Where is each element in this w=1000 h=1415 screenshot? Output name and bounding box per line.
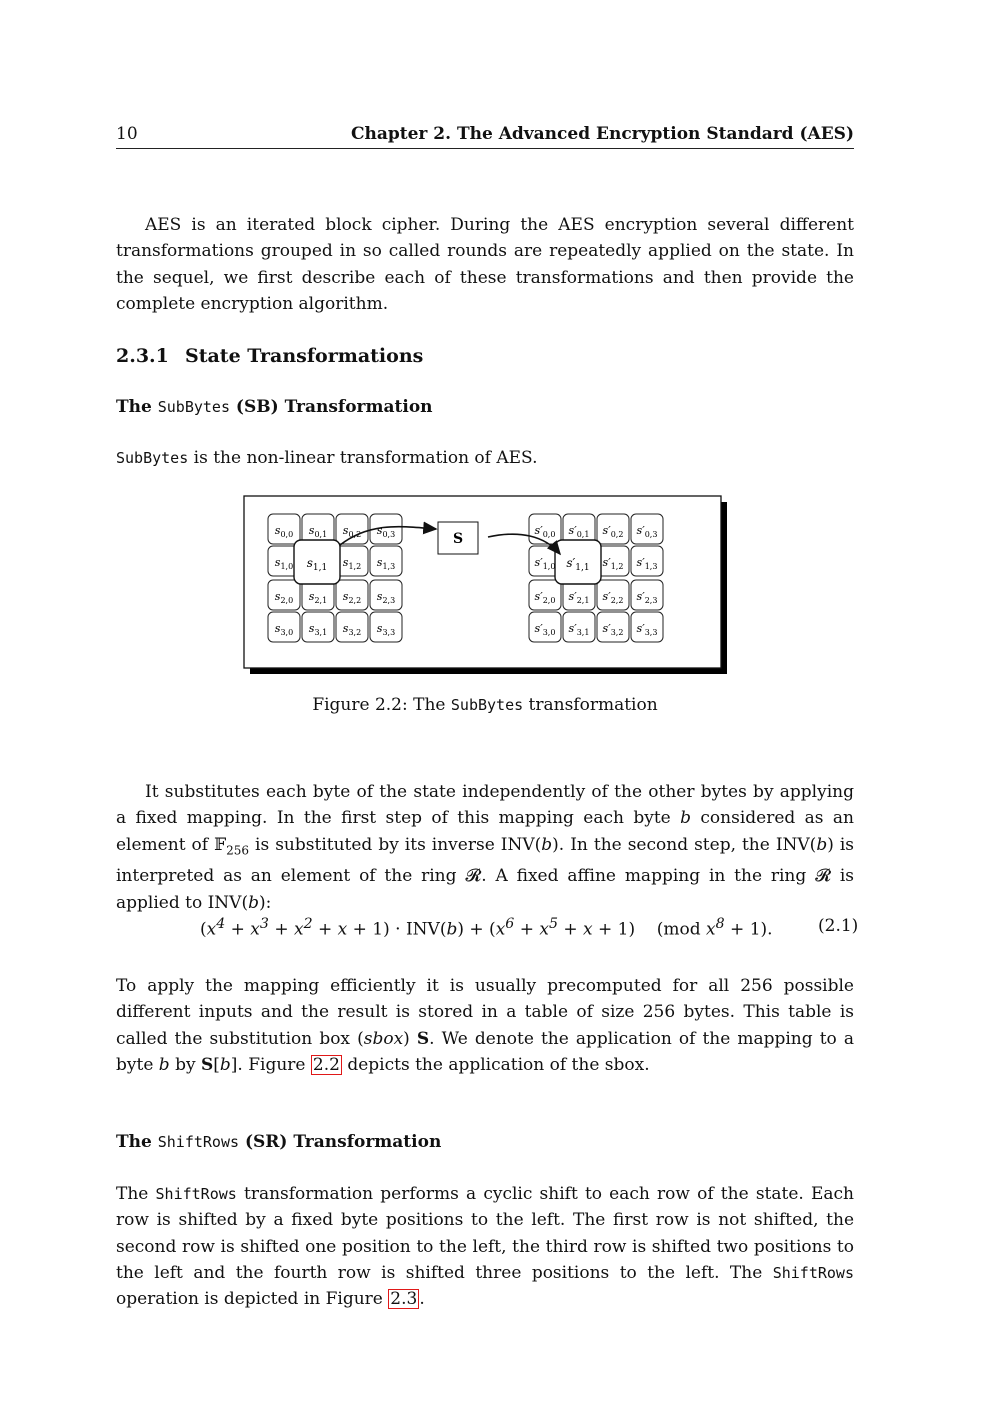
- state-cell-label: $s_{0,0}$: [274, 524, 294, 539]
- state-cell-label: $s'_{0,3}$: [636, 524, 658, 539]
- state-cell-label: $s_{3,1}$: [308, 622, 328, 637]
- intro-paragraph: AES is an iterated block cipher. During the AES encryption several different transformations grouped in so called rounds are repeatedly applied on the state. In the sequel, we first describe each of these transformations and then provide the complete encryption algorithm.: [116, 215, 854, 314]
- header-rule: [116, 148, 854, 149]
- state-cell: [268, 580, 300, 610]
- shiftrows-heading: [116, 1132, 441, 1152]
- state-cell-label: $s'_{1,2}$: [602, 556, 624, 571]
- subbytes-figure: [240, 492, 730, 678]
- state-cell-label: $s'_{1,3}$: [636, 556, 658, 571]
- state-cell-label: $s_{1,3}$: [376, 556, 396, 571]
- inline-code: SubBytes: [116, 449, 189, 467]
- state-cell-label: $s_{0,3}$: [376, 524, 396, 539]
- figure-caption: [0, 695, 970, 715]
- state-cell-label: $s'_{1,1}$: [566, 556, 590, 573]
- state-cell-label: $s_{2,2}$: [342, 590, 362, 605]
- state-cell: [336, 580, 368, 610]
- heading-word: Transformation: [293, 1132, 442, 1152]
- state-cell-label: $s'_{0,1}$: [568, 524, 590, 539]
- state-cell-label: $s_{0,2}$: [342, 524, 362, 539]
- subbytes-paragraph-2: It substitutes each byte of the state independently of the other bytes by applying a fixed mapping. In the first step of this mapping each byte b considered as an element of 𝔽$_{256}$ is substituted by its inverse INV(b). In the second step, the INV(b) is interpreted as an element of the ring 𝓡. A fixed affine mapping in the ring 𝓡 is applied to INV(b):: [116, 782, 855, 913]
- state-cell-label: $s_{3,0}$: [274, 622, 294, 637]
- state-cell: [336, 546, 368, 576]
- state-cell: [370, 580, 402, 610]
- state-cell-label: $s_{3,2}$: [342, 622, 362, 637]
- caption-code: SubBytes: [450, 696, 524, 714]
- state-cell-label: $s_{1,1}$: [306, 556, 328, 573]
- state-cell: [268, 612, 300, 642]
- state-cell-label: $s_{1,2}$: [342, 556, 362, 571]
- state-cell: [302, 612, 334, 642]
- state-cell: [268, 514, 300, 544]
- heading-word: Transformation: [284, 397, 433, 417]
- subbytes-heading: [116, 397, 433, 417]
- state-cell-label: $s'_{3,1}$: [568, 622, 590, 637]
- figure-link-2-2[interactable]: 2.2: [312, 1054, 340, 1075]
- section-heading: [116, 345, 423, 367]
- running-header: Chapter 2. The Advanced Encryption Standard (AES): [350, 124, 854, 144]
- heading-abbr: (SR): [244, 1132, 288, 1152]
- sbox-label: S: [452, 531, 464, 547]
- state-cell-label: $s'_{3,3}$: [636, 622, 658, 637]
- heading-code: ShiftRows: [157, 1133, 240, 1151]
- heading-abbr: (SB): [235, 397, 279, 417]
- equation-number: (2.1): [818, 916, 859, 936]
- section-title: State Transformations: [185, 345, 424, 367]
- state-cell-label: $s_{0,1}$: [308, 524, 328, 539]
- equation-2-1: $(x^4 + x^3 + x^2 + x + 1) \cdot INV(b) + (x^6 + x^5 + x + 1)$ (mod $x^8 + 1$).: [200, 916, 773, 940]
- heading-word: The: [116, 397, 152, 417]
- state-cell-label: $s'_{0,2}$: [602, 524, 624, 539]
- heading-code: SubBytes: [157, 398, 230, 416]
- figure-link-2-3[interactable]: 2.3: [390, 1289, 418, 1310]
- state-cell: [336, 612, 368, 642]
- caption-text: Figure 2.2: The: [312, 695, 451, 715]
- state-cell-label: $s'_{2,3}$: [636, 590, 658, 605]
- subbytes-paragraph-3: To apply the mapping efficiently it is usually precomputed for all 256 possible different inputs and the result is stored in a table of size 256 bytes. This table is called the substitution box (sbox) S. We denote the application of the mapping to a byte b by S[b]. Figure 2.2 depicts the application of the sbox.: [116, 976, 854, 1075]
- state-cell-label: $s'_{3,2}$: [602, 622, 624, 637]
- state-cell-label: $s_{2,1}$: [308, 590, 328, 605]
- highlighted-state-cell: [555, 540, 601, 584]
- state-cell-label: $s'_{0,0}$: [534, 524, 556, 539]
- state-cell-label: $s'_{3,0}$: [534, 622, 556, 637]
- state-cell: [370, 612, 402, 642]
- subbytes-lead: [116, 445, 854, 471]
- state-cell: [370, 546, 402, 576]
- shiftrows-paragraph: The ShiftRows transformation performs a cyclic shift to each row of the state. Each row is shifted by a fixed byte positions to the left. The first row is not shifted, the second row is shifted one position to the left, the third row is shifted two positions to the left and the fourth row is shifted three positions to the left. The ShiftRows operation is depicted in Figure 2.3 .: [116, 1184, 854, 1310]
- highlighted-state-cell: [294, 540, 340, 584]
- section-number: 2.3.1: [116, 345, 169, 367]
- page-number: 10: [116, 124, 138, 144]
- state-cell-label: $s'_{2,2}$: [602, 590, 624, 605]
- state-cell-label: $s_{2,0}$: [274, 590, 294, 605]
- state-cell-label: $s_{2,3}$: [376, 590, 396, 605]
- state-cell-label: $s'_{1,0}$: [534, 556, 556, 571]
- state-cell-label: $s'_{2,1}$: [568, 590, 590, 605]
- caption-text: transformation: [523, 695, 658, 715]
- state-cell-label: $s_{1,0}$: [274, 556, 294, 571]
- lead-text: is the non-linear transformation of AES.: [188, 448, 538, 468]
- state-cell-label: $s'_{2,0}$: [534, 590, 556, 605]
- state-cell-label: $s_{3,3}$: [376, 622, 396, 637]
- heading-word: The: [116, 1132, 152, 1152]
- state-cell: [336, 514, 368, 544]
